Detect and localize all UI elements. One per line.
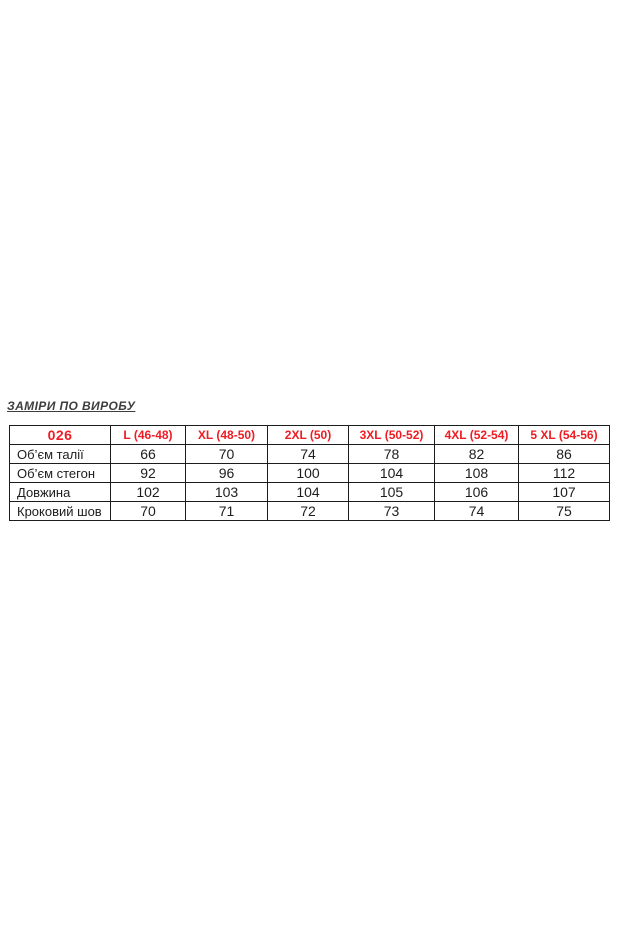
measurement-value-cell: 74 [268, 445, 349, 464]
measurement-value-cell: 82 [435, 445, 519, 464]
measurement-value-cell: 70 [186, 445, 268, 464]
measurement-value-cell: 73 [349, 502, 435, 521]
measurement-value-cell: 75 [519, 502, 610, 521]
measurement-label-cell: Кроковий шов [10, 502, 111, 521]
measurement-label-cell: Довжина [10, 483, 111, 502]
measurement-value-cell: 107 [519, 483, 610, 502]
table-row-hips [10, 464, 610, 483]
measurement-value-cell: 86 [519, 445, 610, 464]
table-header-row [10, 426, 610, 445]
table-row-waist [10, 445, 610, 464]
measurement-value-cell: 108 [435, 464, 519, 483]
measurement-label-cell: Об’єм талії [10, 445, 111, 464]
measurement-value-cell: 104 [268, 483, 349, 502]
size-header-cell-3xl: 3XL (50-52) [349, 426, 435, 445]
size-header-cell-5xl: 5 XL (54-56) [519, 426, 610, 445]
measurement-value-cell: 71 [186, 502, 268, 521]
table-row-length [10, 483, 610, 502]
measurement-label-cell: Об’єм стегон [10, 464, 111, 483]
article-number-cell: 026 [10, 426, 111, 445]
size-header-cell-4xl: 4XL (52-54) [435, 426, 519, 445]
measurement-value-cell: 92 [111, 464, 186, 483]
measurement-value-cell: 66 [111, 445, 186, 464]
measurement-value-cell: 102 [111, 483, 186, 502]
table-row-inseam [10, 502, 610, 521]
measurement-value-cell: 96 [186, 464, 268, 483]
size-header-cell-xl: XL (48-50) [186, 426, 268, 445]
measurement-value-cell: 104 [349, 464, 435, 483]
measurement-value-cell: 100 [268, 464, 349, 483]
measurement-value-cell: 106 [435, 483, 519, 502]
size-table [9, 425, 610, 521]
size-header-cell-l: L (46-48) [111, 426, 186, 445]
measurement-value-cell: 112 [519, 464, 610, 483]
measurement-value-cell: 72 [268, 502, 349, 521]
size-header-cell-2xl: 2XL (50) [268, 426, 349, 445]
page-title: ЗАМІРИ ПО ВИРОБУ [7, 399, 136, 413]
measurement-value-cell: 70 [111, 502, 186, 521]
measurement-value-cell: 74 [435, 502, 519, 521]
measurement-value-cell: 78 [349, 445, 435, 464]
measurement-value-cell: 105 [349, 483, 435, 502]
measurement-value-cell: 103 [186, 483, 268, 502]
